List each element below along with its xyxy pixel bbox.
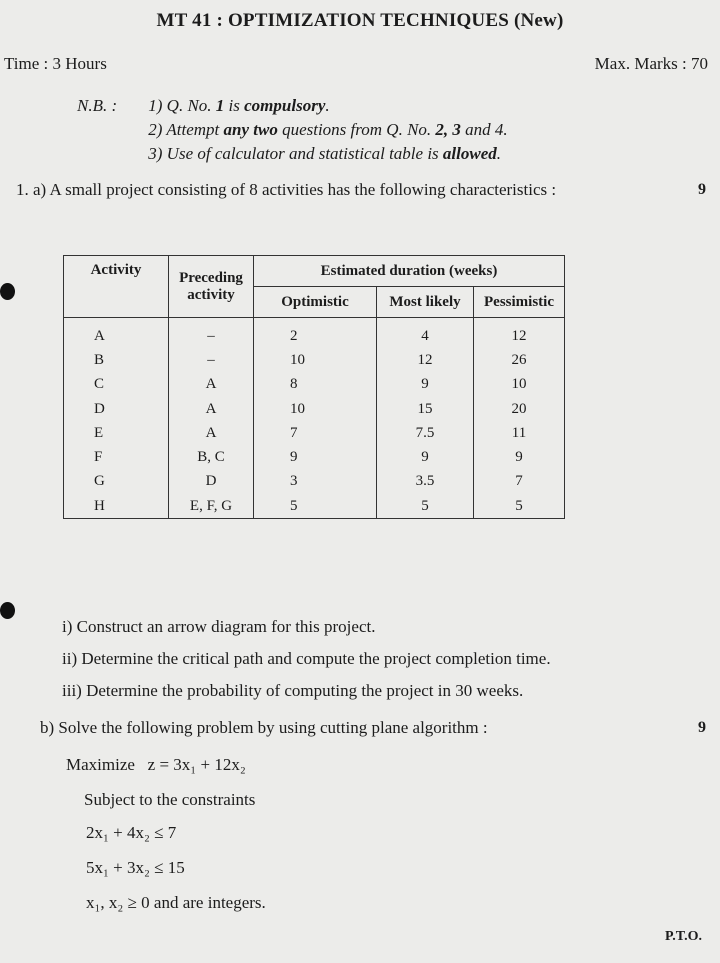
lp-subject-to: Subject to the constraints — [84, 790, 256, 809]
header-most-likely: Most likely — [377, 287, 474, 318]
table-row: H E, F, G 5 5 5 — [64, 494, 565, 519]
table-row: G D 3 3.5 7 — [64, 470, 565, 494]
table-row: A – 2 4 12 — [64, 318, 565, 349]
time-label: Time : 3 Hours — [4, 54, 107, 73]
pto-label: P.T.O. — [665, 929, 702, 944]
marks-1a: 9 — [698, 181, 706, 198]
table-row: D A 10 15 20 — [64, 397, 565, 421]
header-optimistic: Optimistic — [254, 287, 377, 318]
instruction-1: N.B. : 1) Q. No. 1 is compulsory. — [77, 94, 508, 118]
question-1a-parts — [62, 611, 551, 707]
header-activity: Activity — [64, 256, 169, 318]
part-ii: ii) Determine the critical path and compute the project completion time. — [62, 649, 551, 668]
question-1b: b) Solve the following problem by using cutting plane algorithm : — [40, 718, 488, 737]
table-row: F B, C 9 9 9 — [64, 445, 565, 469]
header-estimated: Estimated duration (weeks) — [254, 256, 565, 287]
instruction-3: 3) Use of calculator and statistical table is allowed. — [148, 144, 501, 163]
punch-hole — [0, 283, 15, 300]
part-iii: iii) Determine the probability of computing the project in 30 weeks. — [62, 681, 524, 700]
nb-label: N.B. : — [77, 96, 118, 115]
table-row: C A 8 9 10 — [64, 373, 565, 397]
activity-table — [63, 255, 565, 519]
part-i: i) Construct an arrow diagram for this project. — [62, 617, 376, 636]
instructions — [77, 94, 508, 166]
table-row: B – 10 12 26 — [64, 348, 565, 372]
lp-constraint-3: x₁, x₂ ≥ 0 and are integers. — [86, 893, 266, 912]
header-pessimistic: Pessimistic — [474, 287, 565, 318]
instruction-2: 2) Attempt any two questions from Q. No. 2, 3 and 4. — [148, 120, 508, 139]
max-marks-label: Max. Marks : 70 — [594, 54, 708, 73]
lp-constraint-1: 2x₁ + 4x₂ ≤ 7 — [86, 823, 177, 842]
lp-objective: Maximize z = 3x₁ + 12x₂ — [66, 755, 246, 774]
punch-hole — [0, 602, 15, 619]
question-1a: 1. a) A small project consisting of 8 activities has the following characteristics : — [16, 180, 557, 199]
lp-constraint-2: 5x₁ + 3x₂ ≤ 15 — [86, 858, 185, 877]
page-title: MT 41 : OPTIMIZATION TECHNIQUES (New) — [156, 10, 564, 31]
header-preceding: Preceding activity — [169, 256, 254, 318]
table-row: E A 7 7.5 11 — [64, 421, 565, 445]
marks-1b: 9 — [698, 719, 706, 736]
